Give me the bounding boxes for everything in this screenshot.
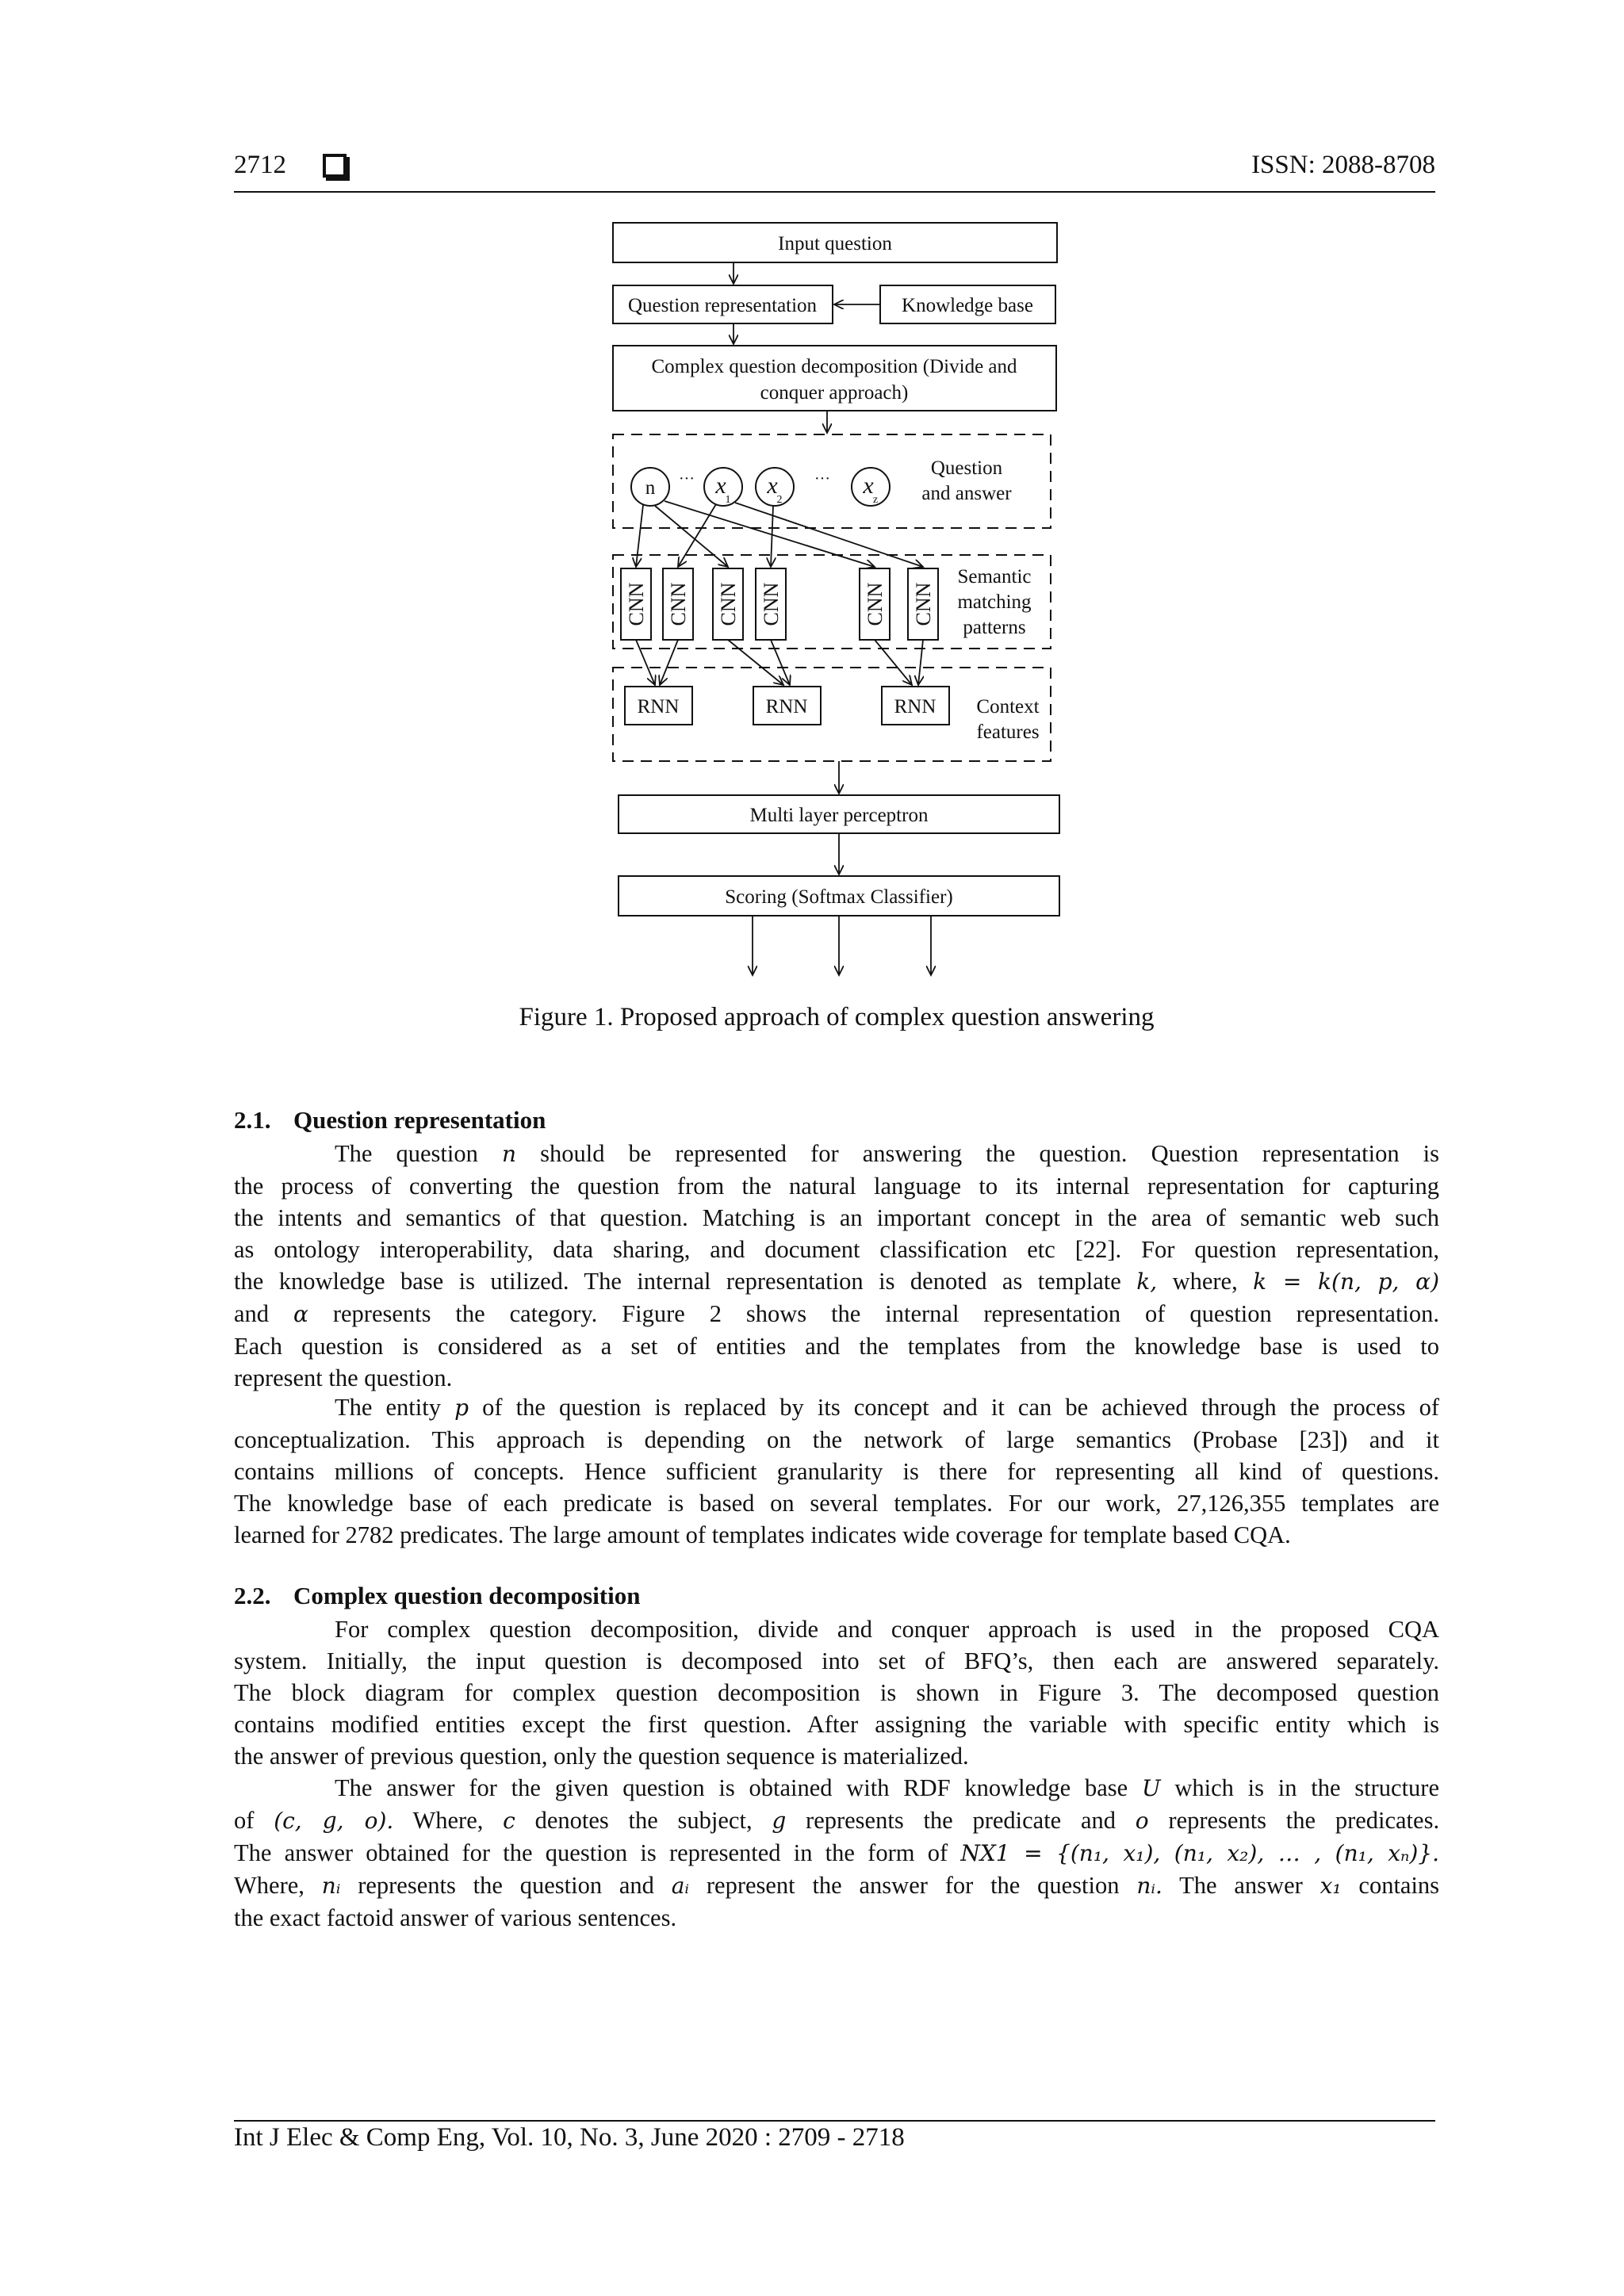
section-title: Complex question decomposition <box>293 1582 641 1609</box>
section-heading-2-2 <box>234 1582 640 1610</box>
knowledge-base-label: Knowledge base <box>902 295 1033 316</box>
paragraph-decomposition-1 <box>234 1613 1439 1772</box>
node-xz-sub: z <box>872 494 879 506</box>
node-x2-label: x <box>767 473 778 499</box>
question-representation-label: Question representation <box>627 295 818 316</box>
arrow-x1-cnn2 <box>678 504 716 567</box>
text-line: the answer of previous question, only the question sequence is materialized. <box>234 1743 969 1770</box>
text-line: The question n should be represented for answering the question. Question representation is <box>335 1140 1439 1167</box>
mlp-label: Multi layer perceptron <box>749 805 929 826</box>
arrow-cnn4-rnn2 <box>771 640 790 685</box>
cnn-label-4: CNN <box>760 582 783 626</box>
text-line: of (c, g, o). Where, c denotes the subject, g represents the predicate and o represents the predicates. <box>234 1807 1440 1834</box>
page-number: 2712 <box>234 151 286 179</box>
rnn-label-1: RNN <box>637 696 680 718</box>
node-x1-sub: 1 <box>725 494 731 506</box>
cnn-label-5: CNN <box>864 582 887 626</box>
rnn-label-2: RNN <box>765 696 808 718</box>
issn: ISSN: 2088-8708 <box>1251 151 1435 179</box>
arrow-cnn5-rnn3 <box>875 640 912 685</box>
footer-citation: Int J Elec & Comp Eng, Vol. 10, No. 3, June 2020 : 2709 - 2718 <box>234 2123 905 2152</box>
text-line: The answer obtained for the question is represented in the form of NX1 = {(n₁, x₁), (n₁, x₂), … , (n₁, xₙ)}. <box>234 1839 1440 1866</box>
input-question-label: Input question <box>778 233 892 254</box>
text-line: the process of converting the question from the natural language to its internal representation for capturing <box>234 1173 1439 1200</box>
section-number: 2.2. <box>234 1582 271 1609</box>
node-x1-label: x <box>715 473 726 499</box>
text-line: Where, nᵢ represents the question and aᵢ represent the answer for the question nᵢ. The answer x₁ contains <box>234 1872 1440 1899</box>
ellipsis-1: ··· <box>679 470 695 488</box>
arrow-n-cnn5 <box>665 501 875 567</box>
section-number: 2.1. <box>234 1106 271 1134</box>
text-line: as ontology interoperability, data sharing, and document classification etc [22]. For question representation, <box>234 1236 1439 1263</box>
cnn-label-1: CNN <box>625 582 648 626</box>
decomposition-label-line1: Complex question decomposition (Divide and <box>651 356 1017 377</box>
section-heading-2-1 <box>234 1106 546 1135</box>
cnn-label-2: CNN <box>667 582 690 626</box>
arrow-x1-cnn6 <box>735 503 923 567</box>
node-xz-label: x <box>863 473 874 499</box>
context-label-line2: features <box>976 721 1040 743</box>
text-line: represent the question. <box>234 1364 453 1391</box>
text-line: learned for 2782 predicates. The large amount of templates indicates wide coverage for template based CQA. <box>234 1521 1291 1548</box>
text-line: The knowledge base of each predicate is based on several templates. For our work, 27,126,355 templates are <box>234 1490 1439 1517</box>
ellipsis-2: ··· <box>814 470 830 488</box>
context-label-line1: Context <box>976 696 1040 718</box>
cnn-label-3: CNN <box>717 582 740 626</box>
text-line: Each question is considered as a set of entities and the templates from the knowledge base is used to <box>234 1333 1439 1360</box>
text-line: The entity p of the question is replaced by its concept and it can be achieved through the process of <box>335 1394 1440 1421</box>
figure-diagram <box>0 0 1624 999</box>
node-n-label: n <box>645 477 656 499</box>
paragraph-decomposition-2 <box>234 1772 1439 1934</box>
text-line: the knowledge base is utilized. The internal representation is denoted as template k, where, k = k(n, p, α) <box>234 1268 1439 1295</box>
figure-caption: Figure 1. Proposed approach of complex question answering <box>519 1003 1155 1031</box>
paragraph-question-representation-1 <box>234 1138 1439 1394</box>
text-line: contains modified entities except the first question. After assigning the variable with specific entity which is <box>234 1711 1439 1738</box>
decomposition-label-line2: conquer approach) <box>760 382 909 404</box>
qa-label-line2: and answer <box>921 483 1012 504</box>
arrow-cnn6-rnn3 <box>918 640 923 685</box>
text-line: the exact factoid answer of various sentences. <box>234 1904 677 1931</box>
semantic-label-line3: patterns <box>963 617 1026 638</box>
text-line: system. Initially, the input question is decomposed into set of BFQ’s, then each are answered separately. <box>234 1647 1439 1674</box>
semantic-label-line1: Semantic <box>957 566 1032 587</box>
arrow-cnn1-rnn1 <box>636 640 655 685</box>
arrow-n-cnn1 <box>636 505 643 567</box>
qa-label-line1: Question <box>930 457 1003 479</box>
paragraph-question-representation-2 <box>234 1391 1439 1551</box>
semantic-label-line2: matching <box>957 591 1032 613</box>
text-line: The answer for the given question is obtained with RDF knowledge base U which is in the structure <box>335 1774 1440 1801</box>
cnn-label-6: CNN <box>912 582 935 626</box>
text-line: The block diagram for complex question decomposition is shown in Figure 3. The decomposed question <box>234 1679 1439 1706</box>
arrow-cnn3-rnn2 <box>728 640 783 685</box>
arrow-cnn2-rnn1 <box>660 640 678 685</box>
text-line: and α represents the category. Figure 2 shows the internal representation of question representation. <box>234 1300 1440 1327</box>
text-line: contains millions of concepts. Hence sufficient granularity is there for representing all kind of questions. <box>234 1458 1439 1485</box>
footer-rule <box>234 2120 1435 2122</box>
text-line: conceptualization. This approach is depending on the network of large semantics (Probase [23]) and it <box>234 1426 1439 1453</box>
rnn-label-3: RNN <box>894 696 936 718</box>
text-line: For complex question decomposition, divide and conquer approach is used in the proposed CQA <box>335 1616 1439 1643</box>
scoring-label: Scoring (Softmax Classifier) <box>725 886 953 908</box>
arrow-n-cnn3 <box>655 506 728 567</box>
text-line: the intents and semantics of that question. Matching is an important concept in the area of semantic web such <box>234 1204 1439 1231</box>
section-title: Question representation <box>293 1106 546 1134</box>
node-x2-sub: 2 <box>776 494 783 506</box>
